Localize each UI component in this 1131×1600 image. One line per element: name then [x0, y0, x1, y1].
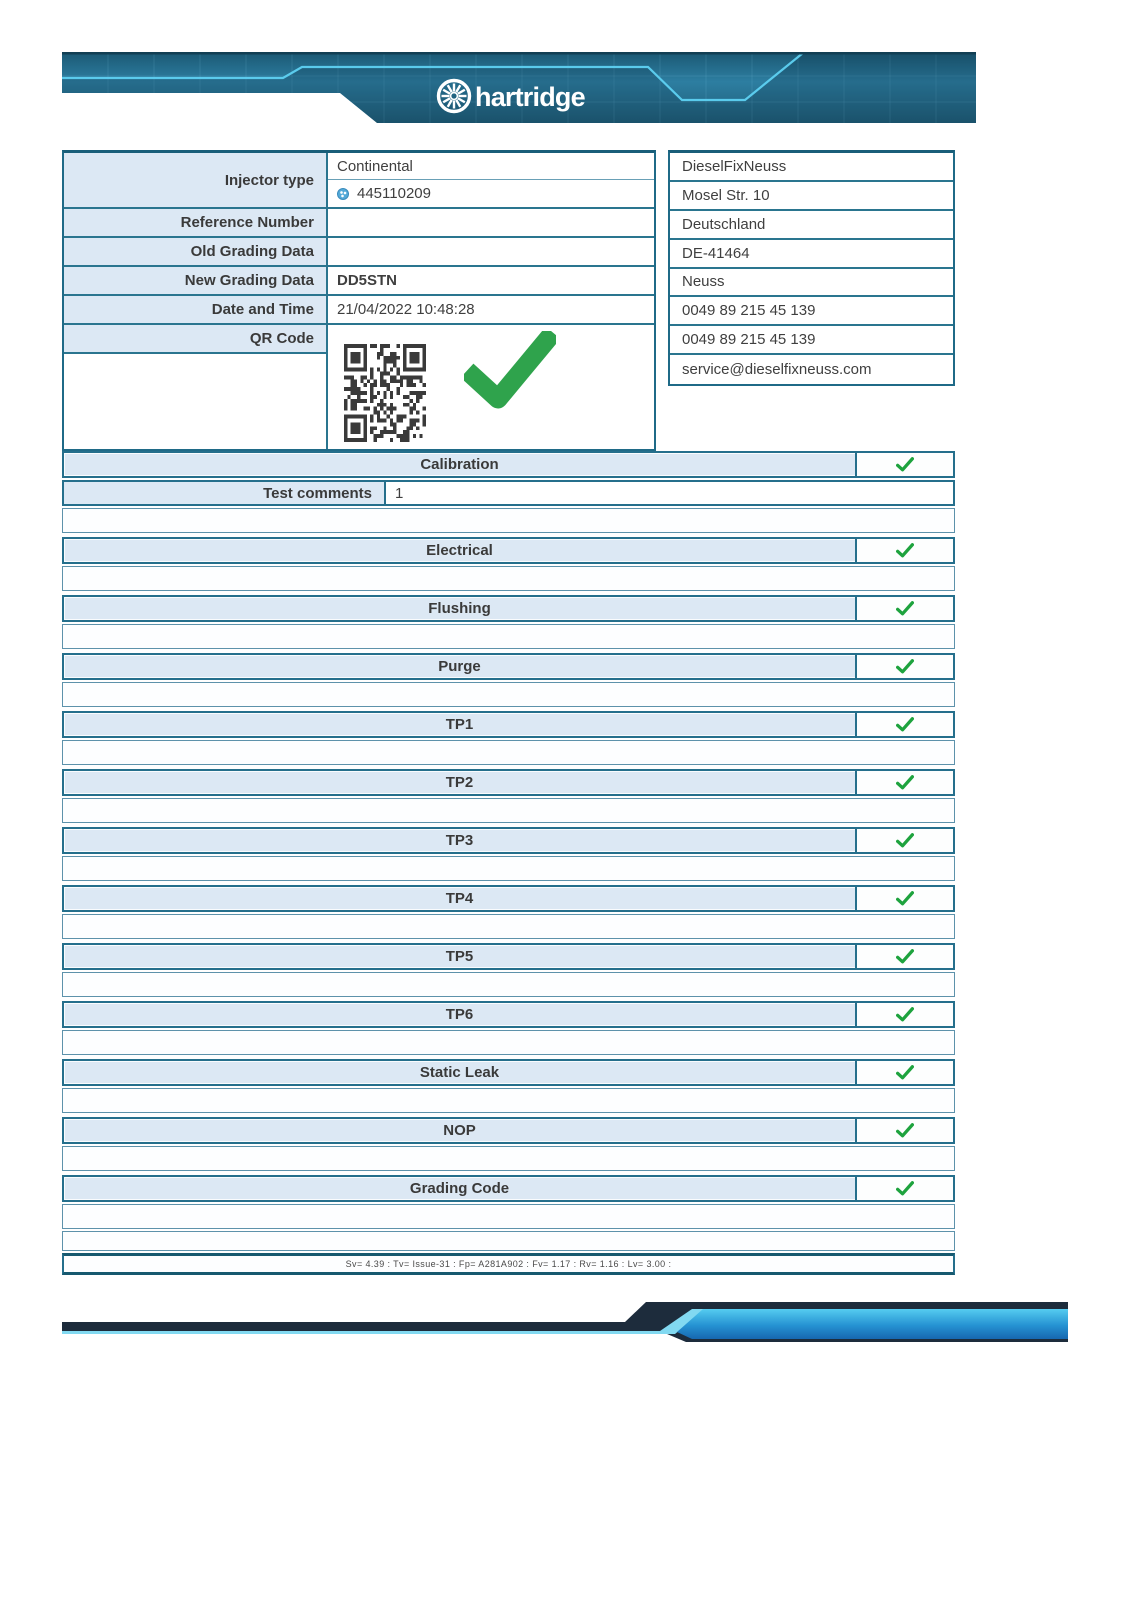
reference-number-value — [328, 209, 654, 238]
spacer-row — [62, 856, 955, 881]
check-icon — [896, 659, 914, 674]
test-comments-row — [62, 480, 955, 506]
address-line: Deutschland — [670, 211, 953, 240]
section-title: Flushing — [428, 600, 491, 617]
section-static-leak — [62, 1059, 955, 1113]
qr-code-cell — [328, 325, 654, 449]
section-check-cell — [855, 1177, 953, 1200]
section-check-cell — [855, 597, 953, 620]
section-title: Purge — [438, 658, 481, 675]
check-icon — [896, 1007, 914, 1022]
spacer-row — [62, 972, 955, 997]
check-icon — [896, 1065, 914, 1080]
spacer-row — [62, 914, 955, 939]
email-line: service@dieselfixneuss.com — [670, 355, 953, 384]
section-flushing — [62, 595, 955, 649]
section-check-cell — [855, 771, 953, 794]
datetime-value: 21/04/2022 10:48:28 — [328, 296, 654, 325]
new-grading-value: DD5STN — [328, 267, 654, 296]
test-comments-label: Test comments — [64, 482, 386, 504]
injector-info-table — [62, 150, 656, 451]
check-icon — [896, 1123, 914, 1138]
injector-type-label: Injector type — [64, 153, 328, 209]
check-icon — [896, 717, 914, 732]
section-check-cell — [855, 539, 953, 562]
check-icon — [896, 601, 914, 616]
section-check-cell — [855, 1119, 953, 1142]
spacer-row — [62, 798, 955, 823]
section-title: TP2 — [445, 774, 474, 791]
phone-line: 0049 89 215 45 139 — [670, 297, 953, 326]
injector-number-value: 445110209 — [357, 185, 431, 202]
section-grading-code — [62, 1175, 955, 1229]
section-title: Electrical — [426, 542, 493, 559]
section-electrical — [62, 537, 955, 591]
test-comments-value: 1 — [395, 484, 404, 502]
empty-label-cell — [64, 354, 328, 449]
datetime-label: Date and Time — [64, 296, 328, 325]
section-title: Calibration — [420, 456, 499, 473]
spacer-row — [62, 508, 955, 533]
section-check-cell — [855, 1003, 953, 1026]
section-title: Grading Code — [409, 1180, 510, 1197]
bottom-banner — [62, 1298, 1068, 1344]
section-title: TP6 — [445, 1006, 474, 1023]
address-line: DE-41464 — [670, 240, 953, 269]
check-icon — [896, 833, 914, 848]
section-title: TP4 — [445, 890, 474, 907]
check-icon — [896, 457, 914, 472]
section-tp4 — [62, 885, 955, 939]
empty-row — [62, 1231, 955, 1251]
qr-code-label: QR Code — [64, 325, 328, 354]
check-icon — [896, 891, 914, 906]
workshop-address-table — [668, 150, 955, 386]
section-tp1 — [62, 711, 955, 765]
spacer-row — [62, 682, 955, 707]
reference-number-label: Reference Number — [64, 209, 328, 238]
qr-code-image — [344, 344, 426, 442]
section-tp3 — [62, 827, 955, 881]
brand-text: hartridge — [475, 82, 585, 112]
injector-make-value: Continental — [328, 153, 654, 180]
address-line: DieselFixNeuss — [670, 153, 953, 182]
section-check-cell — [855, 1061, 953, 1084]
old-grading-value — [328, 238, 654, 267]
address-line: Mosel Str. 10 — [670, 182, 953, 211]
section-title: NOP — [443, 1122, 476, 1139]
section-check-cell — [855, 453, 953, 476]
spacer-row — [62, 1030, 955, 1055]
check-icon — [896, 543, 914, 558]
section-title: TP1 — [445, 716, 474, 733]
test-sections — [62, 451, 955, 1275]
section-check-cell — [855, 887, 953, 910]
check-icon — [896, 1181, 914, 1196]
spacer-row — [62, 740, 955, 765]
version-status-text: Sv= 4.39 : Tv= Issue-31 : Fp= A281A902 : Fv= 1.17 : Rv= 1.16 : Lv= 3.00 : — [345, 1259, 672, 1269]
spacer-row — [62, 1146, 955, 1171]
section-check-cell — [855, 945, 953, 968]
new-grading-label: New Grading Data — [64, 267, 328, 296]
section-check-cell — [855, 713, 953, 736]
section-title: TP5 — [445, 948, 474, 965]
old-grading-label: Old Grading Data — [64, 238, 328, 267]
check-icon — [896, 949, 914, 964]
spacer-row — [62, 1088, 955, 1113]
section-title: TP3 — [445, 832, 474, 849]
section-check-cell — [855, 655, 953, 678]
section-tp2 — [62, 769, 955, 823]
part-dot-icon — [337, 188, 349, 200]
top-banner — [62, 50, 976, 128]
spacer-row — [62, 1204, 955, 1229]
section-check-cell — [855, 829, 953, 852]
check-icon — [896, 775, 914, 790]
version-status-row — [62, 1253, 955, 1275]
section-tp5 — [62, 943, 955, 997]
section-calibration — [62, 451, 955, 478]
pass-check-icon — [464, 331, 556, 411]
section-tp6 — [62, 1001, 955, 1055]
spacer-row — [62, 624, 955, 649]
spacer-row — [62, 566, 955, 591]
address-line: Neuss — [670, 269, 953, 298]
phone-line: 0049 89 215 45 139 — [670, 326, 953, 355]
section-purge — [62, 653, 955, 707]
section-title: Static Leak — [419, 1064, 500, 1081]
section-nop — [62, 1117, 955, 1171]
